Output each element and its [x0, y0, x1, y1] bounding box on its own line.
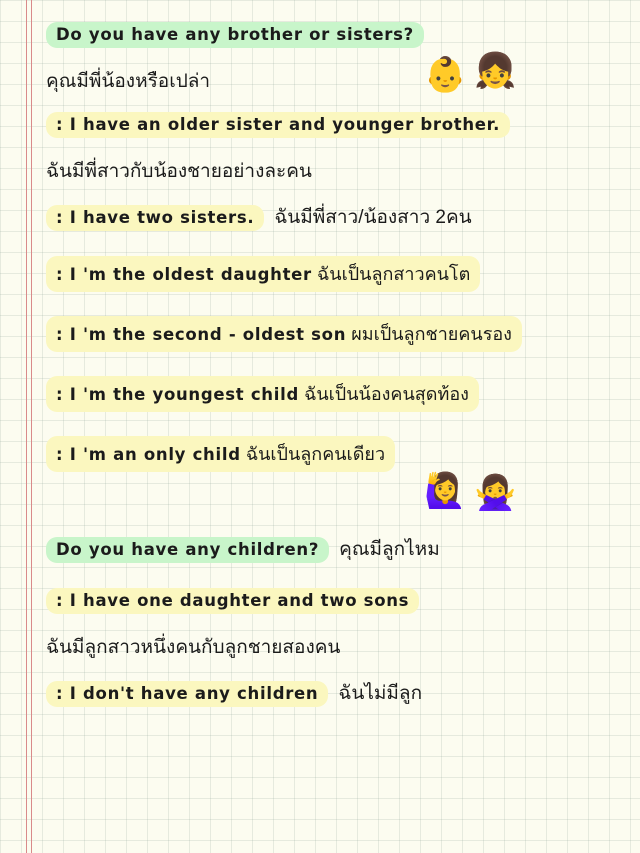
note-line-a-second-oldest-son: [46, 316, 632, 352]
spacer: [46, 354, 632, 376]
phrase-en-q-siblings: Do you have any brother or sisters?: [46, 22, 424, 48]
phrase-en-a-second-oldest-son: : I 'm the second - oldest son: [56, 325, 347, 344]
phrase-th-a-oldest-daughter: ฉันเป็นลูกสาวคนโต: [317, 264, 471, 284]
phrase-th-q-siblings: คุณมีพี่น้องหรือเปล่า: [46, 71, 211, 92]
margin-rule-left-outer: [26, 0, 27, 853]
note-line-a-two-sisters: [46, 202, 632, 232]
note-line-a-oldest-daughter: [46, 256, 632, 292]
spacer: [46, 620, 632, 630]
spacer: [46, 414, 632, 436]
phrase-en-a-older-sister: : I have an older sister and younger brother.: [46, 112, 510, 138]
spacer: [46, 234, 632, 256]
spacer: [46, 192, 632, 202]
note-line-a-older-sister-thai: [46, 154, 632, 188]
raising-hand-emoji-icon: 🙋‍♀️: [424, 471, 467, 511]
phrase-th-q-children: คุณมีลูกไหม: [339, 539, 440, 560]
phrase-group-a-second-oldest-son: [46, 316, 522, 352]
margin-rule-left-inner: [31, 0, 32, 853]
note-line-a-one-daughter-two-sons: [46, 588, 632, 618]
spacer: [46, 668, 632, 678]
notes-content: [46, 22, 632, 710]
phrase-group-a-oldest-daughter: [46, 256, 480, 292]
girl-emoji-icon: 👧: [474, 51, 517, 91]
spacer: [46, 504, 632, 534]
note-line-a-one-daughter-two-sons-thai: [46, 630, 632, 664]
phrase-th-a-only-child: ฉันเป็นลูกคนเดียว: [245, 444, 386, 464]
phrase-th-a-one-daughter-two-sons: ฉันมีลูกสาวหนึ่งคนกับลูกชายสองคน: [46, 637, 341, 658]
phrase-en-a-only-child: : I 'm an only child: [56, 445, 241, 464]
note-line-a-no-children: [46, 678, 632, 708]
note-line-q-siblings-thai: [46, 64, 632, 98]
spacer: [46, 144, 632, 154]
phrase-group-a-only-child: [46, 436, 395, 472]
phrase-th-a-no-children: ฉันไม่มีลูก: [338, 683, 423, 704]
phrase-th-a-two-sisters: ฉันมีพี่สาว/น้องสาว 2คน: [274, 207, 472, 228]
spacer: [46, 474, 632, 504]
phrase-en-a-oldest-daughter: : I 'm the oldest daughter: [56, 265, 312, 284]
phrase-th-a-older-sister: ฉันมีพี่สาวกับน้องชายอย่างละคน: [46, 161, 312, 182]
note-line-a-older-sister: [46, 112, 632, 142]
note-line-q-siblings: [46, 22, 632, 52]
phrase-en-a-no-children: : I don't have any children: [46, 681, 328, 707]
spacer: [46, 102, 632, 112]
no-good-gesture-emoji-icon: 🙅‍♀️: [474, 473, 517, 513]
phrase-th-a-second-oldest-son: ผมเป็นลูกชายคนรอง: [351, 324, 512, 344]
phrase-en-a-youngest-child: : I 'm the youngest child: [56, 385, 299, 404]
spacer: [46, 566, 632, 588]
phrase-en-a-two-sisters: : I have two sisters.: [46, 205, 264, 231]
note-line-q-children: [46, 534, 632, 564]
phrase-th-a-youngest-child: ฉันเป็นน้องคนสุดท้อง: [304, 384, 469, 404]
spacer: [46, 294, 632, 316]
phrase-en-a-one-daughter-two-sons: : I have one daughter and two sons: [46, 588, 419, 614]
phrase-group-a-youngest-child: [46, 376, 479, 412]
baby-emoji-icon: 👶: [424, 55, 467, 95]
spacer: [46, 54, 632, 64]
note-line-a-only-child: [46, 436, 632, 472]
note-line-a-youngest-child: [46, 376, 632, 412]
phrase-en-q-children: Do you have any children?: [46, 537, 329, 563]
